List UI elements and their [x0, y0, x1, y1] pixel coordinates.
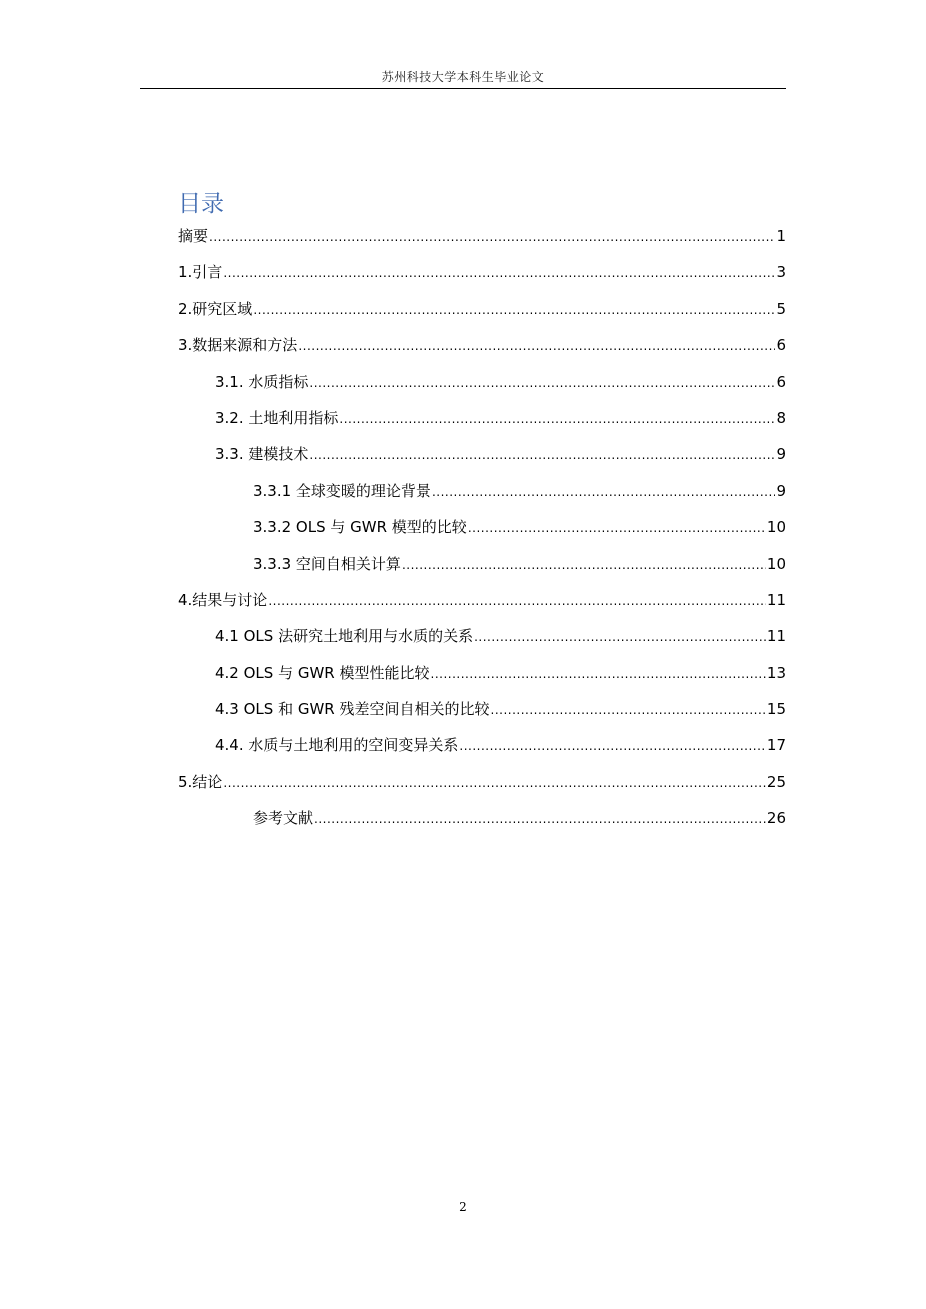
- toc-entry-study-area[interactable]: [178, 291, 786, 327]
- toc-entry-page: 25: [766, 772, 786, 791]
- toc-entry-page: 6: [776, 372, 786, 391]
- toc-entry-page: 8: [776, 408, 786, 427]
- toc-dot-leader: [314, 801, 766, 837]
- toc-entry-page: 10: [766, 518, 786, 537]
- toc-entry-page: 3: [776, 263, 786, 282]
- toc-entry-label: 3.3.2 OLS 与 GWR 模型的比较: [253, 518, 467, 537]
- toc-entry-label: 3.3.3 空间自相关计算: [253, 554, 401, 573]
- toc-entry-introduction[interactable]: [178, 254, 786, 290]
- toc-entry-4-1[interactable]: [178, 618, 786, 654]
- page-number: 2: [459, 1200, 467, 1214]
- toc-entry-3-1[interactable]: [178, 364, 786, 400]
- toc-entry-results[interactable]: [178, 582, 786, 618]
- toc-entry-references[interactable]: [178, 800, 786, 836]
- toc-entry-page: 9: [776, 481, 786, 500]
- page-header: [140, 66, 786, 89]
- toc-entry-page: 15: [766, 700, 786, 719]
- toc-entry-page: 17: [766, 736, 786, 755]
- toc-dot-leader: [223, 765, 766, 801]
- toc-entry-4-3[interactable]: [178, 691, 786, 727]
- toc-entry-label: 参考文献: [253, 809, 314, 828]
- toc-dot-leader: [253, 292, 775, 328]
- toc-entry-page: 26: [766, 809, 786, 828]
- toc-entry-page: 10: [766, 554, 786, 573]
- toc-entry-3-3[interactable]: [178, 436, 786, 472]
- toc-dot-leader: [309, 437, 775, 473]
- toc-entry-label: 4.4. 水质与土地利用的空间变异关系: [215, 736, 459, 755]
- toc-dot-leader: [474, 619, 766, 655]
- toc-entry-label: 3.3. 建模技术: [215, 445, 309, 464]
- toc-entry-label: 4.1 OLS 法研究土地利用与水质的关系: [215, 627, 474, 646]
- toc-dot-leader: [209, 219, 775, 255]
- toc-dot-leader: [309, 365, 775, 401]
- toc-dot-leader: [268, 583, 766, 619]
- toc-dot-leader: [298, 328, 775, 364]
- toc-entry-label: 3.2. 土地利用指标: [215, 408, 339, 427]
- toc-dot-leader: [223, 255, 775, 291]
- toc-entry-data-methods[interactable]: [178, 327, 786, 363]
- toc-entry-label: 3.1. 水质指标: [215, 372, 309, 391]
- toc-entry-page: 5: [776, 299, 786, 318]
- toc-dot-leader: [431, 656, 766, 692]
- toc-entry-page: 13: [766, 663, 786, 682]
- toc-entry-label: 5.结论: [178, 772, 223, 791]
- toc-entry-conclusion[interactable]: [178, 764, 786, 800]
- toc-entry-page: 6: [776, 336, 786, 355]
- toc-dot-leader: [459, 728, 766, 764]
- toc-dot-leader: [402, 547, 766, 583]
- toc-entry-label: 4.3 OLS 和 GWR 残差空间自相关的比较: [215, 700, 490, 719]
- toc-dot-leader: [468, 510, 766, 546]
- toc-title: 目录: [178, 191, 224, 218]
- table-of-contents: [178, 218, 786, 837]
- toc-entry-page: 1: [776, 227, 786, 245]
- toc-dot-leader: [491, 692, 766, 728]
- toc-entry-abstract[interactable]: [178, 218, 786, 254]
- toc-entry-label: 4.2 OLS 与 GWR 模型性能比较: [215, 663, 430, 682]
- toc-entry-label: 2.研究区域: [178, 299, 253, 318]
- toc-entry-3-2[interactable]: [178, 400, 786, 436]
- toc-entry-label: 1.引言: [178, 263, 223, 282]
- toc-entry-4-2[interactable]: [178, 655, 786, 691]
- toc-entry-3-3-3[interactable]: [178, 546, 786, 582]
- toc-entry-label: 3.数据来源和方法: [178, 336, 298, 355]
- toc-entry-3-3-1[interactable]: [178, 473, 786, 509]
- toc-entry-label: 4.结果与讨论: [178, 590, 268, 609]
- toc-dot-leader: [339, 401, 775, 437]
- toc-entry-label: 3.3.1 全球变暖的理论背景: [253, 481, 431, 500]
- toc-dot-leader: [432, 474, 776, 510]
- toc-entry-page: 9: [776, 445, 786, 464]
- toc-entry-3-3-2[interactable]: [178, 509, 786, 545]
- toc-entry-page: 11: [766, 590, 786, 609]
- toc-entry-4-4[interactable]: [178, 727, 786, 763]
- toc-entry-label: 摘要: [178, 227, 209, 245]
- header-title: 苏州科技大学本科生毕业论文: [381, 70, 545, 84]
- toc-entry-page: 11: [766, 627, 786, 646]
